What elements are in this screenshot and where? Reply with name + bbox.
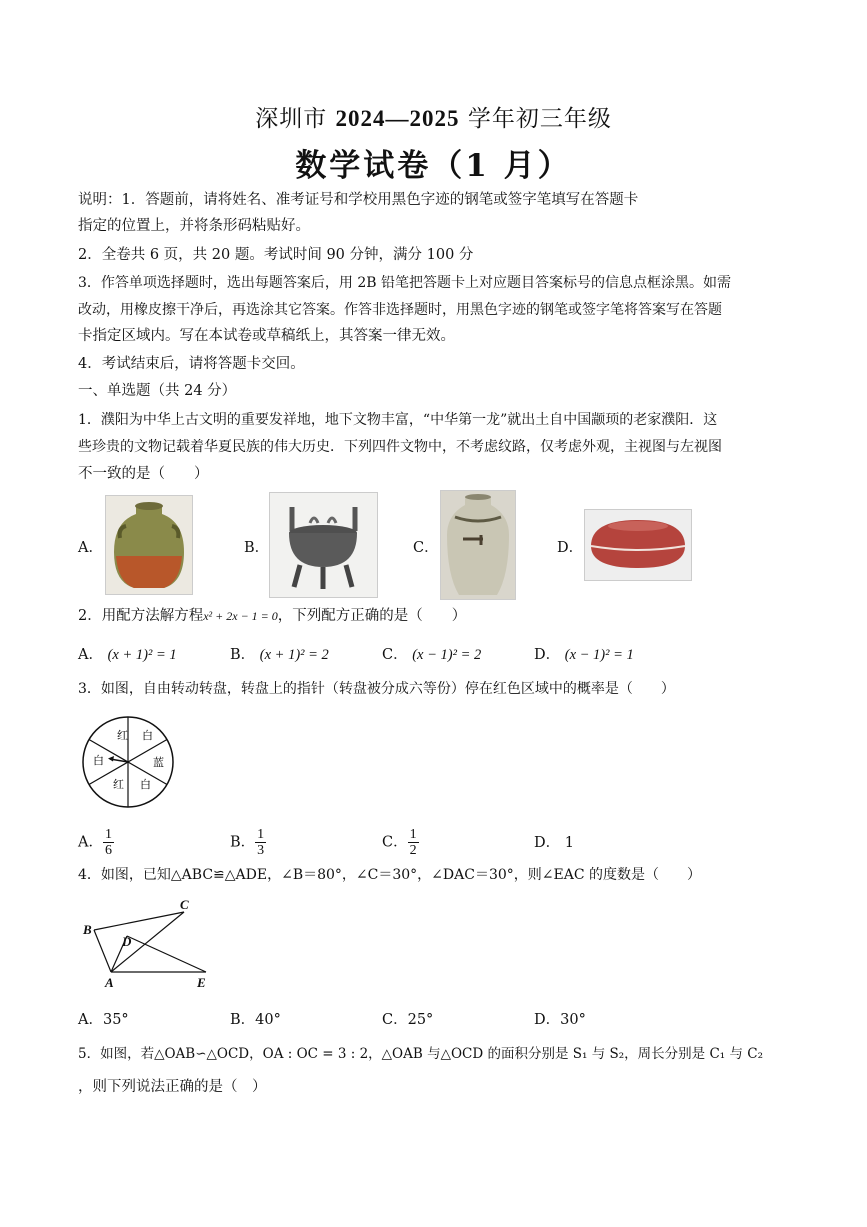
- instruction-line: 4．考试结束后，请将答题卡交回。: [78, 356, 305, 372]
- exam-subtitle: 数学试卷（1 月）: [295, 148, 572, 184]
- triangle-diagram: [80, 896, 220, 992]
- option-text: 1: [564, 835, 574, 851]
- point-label: C: [180, 897, 189, 912]
- option-label: A．: [78, 647, 103, 663]
- q4-option-d: [534, 1008, 586, 1029]
- denominator: 2: [409, 843, 417, 858]
- q1-option-d-label: D．: [557, 540, 584, 556]
- denominator: 6: [104, 843, 112, 858]
- q3-option-b: [230, 827, 266, 858]
- sector-label: 白: [93, 754, 104, 767]
- sector-label: 红: [117, 729, 128, 742]
- title-grade: 学年初三年级: [467, 106, 612, 132]
- q1-option-a-label: A．: [78, 540, 103, 556]
- option-label: C．: [382, 834, 408, 851]
- title-city: 深圳市: [255, 106, 328, 132]
- sector-label: 红: [113, 778, 124, 791]
- option-text: 40°: [255, 1012, 281, 1028]
- section-heading: 一、单选题（共 24 分）: [78, 383, 237, 399]
- q2-option-b: [230, 643, 329, 664]
- instruction-line: 卡指定区域内。写在本试卷或草稿纸上，其答案一律无效。: [78, 328, 455, 344]
- q2-option-a: [78, 643, 177, 664]
- q1-option-b-label: B．: [244, 540, 270, 556]
- numerator: 1: [104, 827, 112, 842]
- point-label: D: [122, 934, 132, 949]
- option-label: B．: [230, 647, 256, 663]
- fraction: [408, 827, 419, 858]
- instruction-line: 改动，用橡皮擦干净后，再选涂其它答案。作答非选择题时，用黑色字迹的钢笔或签字笔将答案写在答题: [78, 302, 722, 318]
- q4-option-a: [78, 1008, 129, 1029]
- option-label: A．: [78, 834, 103, 851]
- fraction: [255, 827, 266, 858]
- exam-title: [0, 100, 867, 133]
- option-expr: (x + 1)² = 2: [259, 647, 329, 663]
- q1-stem-line: 些珍贵的文物记载着华夏民族的伟大历史．下列四件文物中，不考虑纹路，仅考虑外观，主视图与左视图: [78, 439, 722, 455]
- instruction-line: 2．全卷共 6 页，共 20 题。考试时间 90 分钟，满分 100 分: [78, 247, 474, 263]
- q1-stem-line: 1．濮阳为中华上古文明的重要发祥地，地下文物丰富，“中华第一龙”就出土自中国颛顼的老家濮阳．这: [78, 412, 718, 428]
- q2-stem-pre: 2．用配方法解方程: [78, 608, 204, 624]
- q3-stem: 3．如图，自由转动转盘，转盘上的指针（转盘被分成六等份）停在红色区域中的概率是（ ）: [78, 681, 675, 697]
- segment-de: [127, 936, 206, 972]
- option-text: 35°: [102, 1012, 129, 1028]
- option-expr: (x − 1)² = 2: [412, 647, 482, 663]
- artifact-jar-image: [105, 495, 193, 595]
- q3-option-c: [382, 827, 419, 858]
- segment-bc: [94, 912, 184, 930]
- q5-stem-line: 5．如图，若△OAB∽△OCD，OA : OC = 3 : 2，△OAB 与△OCD 的面积分别是 S₁ 与 S₂，周长分别是 C₁ 与 C₂: [78, 1046, 764, 1062]
- artifact-vase-image: [440, 490, 516, 600]
- option-label: B．: [230, 1012, 256, 1028]
- option-expr: (x + 1)² = 1: [107, 647, 177, 663]
- q4-option-c: [382, 1008, 433, 1029]
- q1-stem-line: 不一致的是（ ）: [78, 466, 209, 482]
- sector-label: 蓝: [153, 756, 164, 769]
- sector-label: 白: [142, 729, 153, 742]
- numerator: 1: [409, 827, 417, 842]
- artifact-ding-image: [269, 492, 378, 598]
- option-label: C．: [382, 647, 408, 663]
- instruction-line: 说明：1．答题前，请将姓名、准考证号和学校用黑色字迹的钢笔或签字笔填写在答题卡: [78, 192, 639, 208]
- option-label: B．: [230, 834, 256, 851]
- artifact-box-image: [584, 509, 692, 581]
- numerator: 1: [257, 827, 265, 842]
- option-label: D．: [534, 1012, 561, 1028]
- option-expr: (x − 1)² = 1: [564, 647, 634, 663]
- q3-option-d: [534, 831, 574, 852]
- q2-equation: x² + 2x − 1 = 0: [203, 609, 278, 623]
- title-years: 2024—2025: [335, 106, 460, 131]
- point-label: A: [105, 975, 114, 990]
- point-label: B: [83, 922, 92, 937]
- option-label: D．: [534, 835, 561, 851]
- option-label: A．: [78, 1012, 103, 1028]
- sector-label: 白: [140, 778, 151, 791]
- denominator: 3: [257, 843, 265, 858]
- q5-stem-line: ，则下列说法正确的是（ ）: [78, 1079, 267, 1095]
- option-label: C．: [382, 1012, 408, 1028]
- instruction-line: 3．作答单项选择题时，选出每题答案后，用 2B 铅笔把答题卡上对应题目答案标号的信息点框涂黑。如需: [78, 275, 732, 291]
- q2-stem-post: ，下列配方正确的是（ ）: [277, 608, 467, 624]
- fraction: [103, 827, 114, 858]
- q4-stem: 4．如图，已知△ABC≌△ADE，∠B＝80°，∠C＝30°，∠DAC＝30°，则∠EAC 的度数是（ ）: [78, 867, 701, 883]
- q2-stem: [78, 603, 466, 629]
- option-text: 30°: [560, 1012, 586, 1028]
- segment-ba: [94, 930, 111, 972]
- spinner-diagram: [80, 714, 176, 810]
- q4-option-b: [230, 1008, 281, 1029]
- pointer-arrowhead: [108, 756, 114, 762]
- q2-option-c: [382, 643, 481, 664]
- instruction-line: 指定的位置上，并将条形码粘贴好。: [78, 218, 310, 234]
- option-text: 25°: [407, 1012, 434, 1028]
- q2-option-d: [534, 643, 634, 664]
- point-label: E: [197, 975, 206, 990]
- q3-option-a: [78, 827, 114, 858]
- option-label: D．: [534, 647, 561, 663]
- q1-option-c-label: C．: [413, 540, 439, 556]
